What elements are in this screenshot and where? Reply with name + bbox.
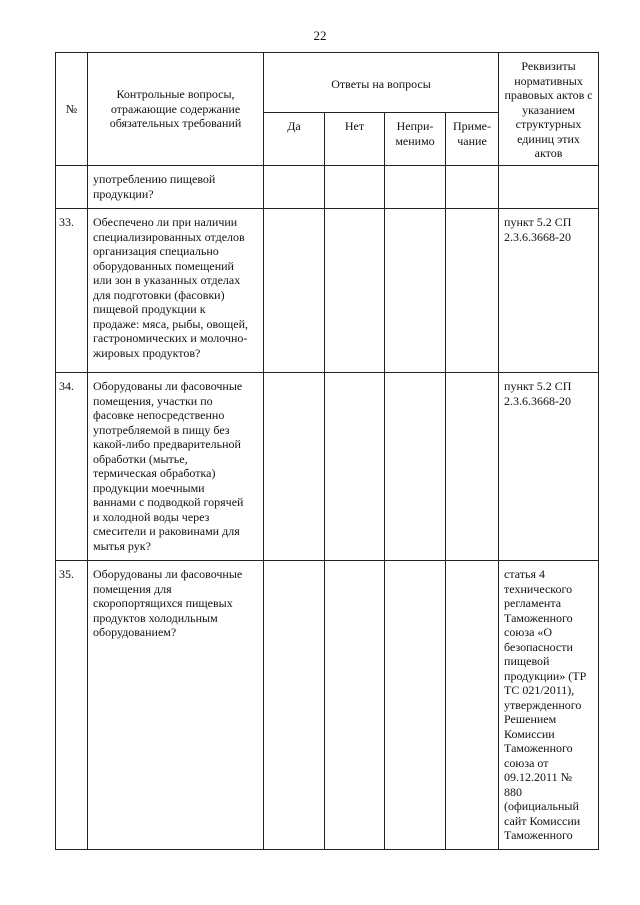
row-number: 35. [56, 561, 88, 850]
row-requisites [499, 166, 599, 209]
answer-no-cell[interactable] [325, 373, 385, 561]
table-row [56, 166, 599, 209]
answer-yes-cell[interactable] [264, 561, 325, 850]
row-number: 34. [56, 373, 88, 561]
checklist-table [55, 52, 599, 850]
row-question: Оборудованы ли фасовочные помещения для скоропортящихся пищевых продуктов холодильным оборудованием? [88, 561, 264, 850]
answer-note-cell[interactable] [446, 373, 499, 561]
row-number: 33. [56, 209, 88, 373]
answer-not-applicable-cell[interactable] [385, 561, 446, 850]
answer-not-applicable-cell[interactable] [385, 373, 446, 561]
answer-not-applicable-cell[interactable] [385, 209, 446, 373]
answer-yes-cell[interactable] [264, 209, 325, 373]
header-answer-not-applicable: Непри- менимо [385, 113, 446, 166]
answer-no-cell[interactable] [325, 209, 385, 373]
answer-yes-cell[interactable] [264, 166, 325, 209]
row-question: употреблению пищевой продукции? [88, 166, 264, 209]
row-question: Обеспечено ли при наличии специализированных отделов организация специально оборудованных помещений или зон в указанных отделах для подготовки (фасовки) пищевой продукции к продаже: мяса, рыбы, овощей, гастрономических и молочно- жировых продуктов? [88, 209, 264, 373]
header-answers: Ответы на вопросы [264, 53, 499, 113]
header-question: Контрольные вопросы, отражающие содержание обязательных требований [88, 53, 264, 166]
answer-no-cell[interactable] [325, 166, 385, 209]
row-question: Оборудованы ли фасовочные помещения, участки по фасовке непосредственно употребляемой в пищу без какой-либо предварительной обработки (мытье, термическая обработка) продукции моечными ваннами с подводкой горячей и холодной воды через смесители и раковинами для мытья рук? [88, 373, 264, 561]
row-requisites: пункт 5.2 СП 2.3.6.3668-20 [499, 209, 599, 373]
table-row [56, 209, 599, 373]
row-number [56, 166, 88, 209]
answer-not-applicable-cell[interactable] [385, 166, 446, 209]
header-answer-note: Приме- чание [446, 113, 499, 166]
header-requisites: Реквизиты нормативных правовых актов с указанием структурных единиц этих актов [499, 53, 599, 166]
answer-no-cell[interactable] [325, 561, 385, 850]
header-number: № [56, 53, 88, 166]
row-requisites: пункт 5.2 СП 2.3.6.3668-20 [499, 373, 599, 561]
answer-note-cell[interactable] [446, 166, 499, 209]
header-answer-no: Нет [325, 113, 385, 166]
header-row [56, 53, 599, 113]
page-number: 22 [313, 28, 327, 43]
answer-note-cell[interactable] [446, 209, 499, 373]
answer-note-cell[interactable] [446, 561, 499, 850]
header-answer-yes: Да [264, 113, 325, 166]
row-requisites: статья 4 технического регламента Таможенного союза «О безопасности пищевой продукции» (ТР ТС 021/2011), утвержденного Решением Комиссии Таможенного союза от 09.12.2011 № 880 (официальный сайт Комиссии Таможенного [499, 561, 599, 850]
table-row [56, 561, 599, 850]
table-row [56, 373, 599, 561]
answer-yes-cell[interactable] [264, 373, 325, 561]
